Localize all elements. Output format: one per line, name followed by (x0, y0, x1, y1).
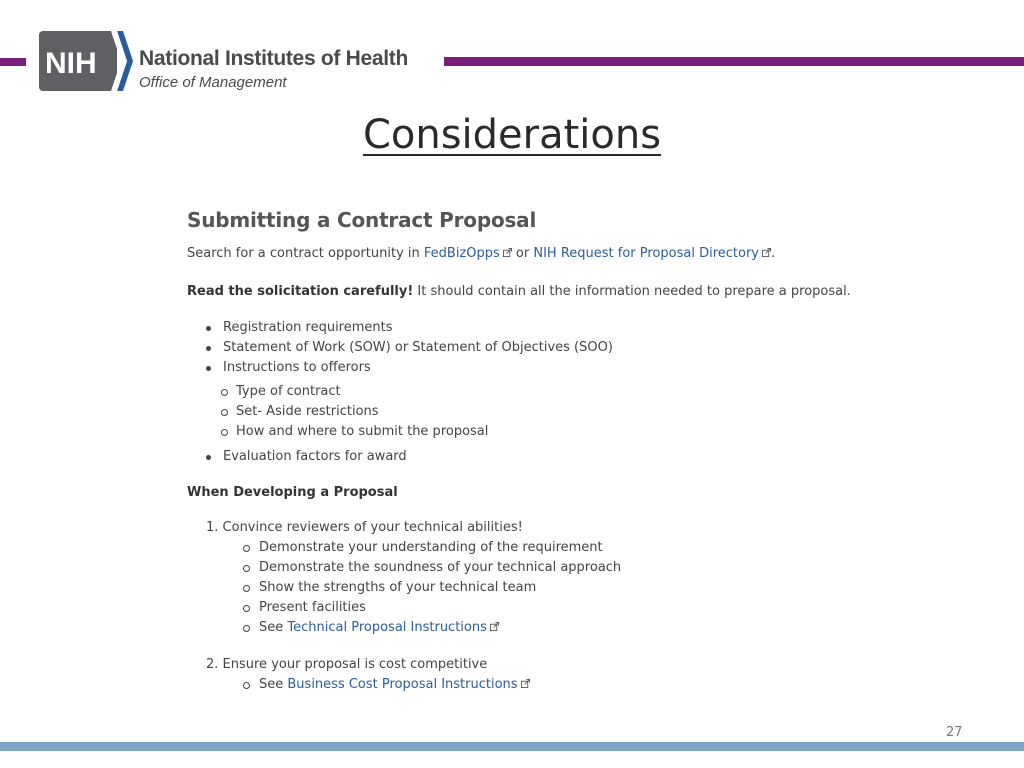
list-item: Show the strengths of your technical team (187, 578, 867, 598)
external-link-icon (762, 248, 771, 257)
business-cost-instructions-link[interactable]: Business Cost Proposal Instructions (287, 677, 529, 692)
developing-heading: When Developing a Proposal (187, 485, 398, 500)
content-panel (187, 208, 867, 695)
rfp-directory-link[interactable]: NIH Request for Proposal Directory (533, 246, 771, 261)
search-paragraph: Search for a contract opportunity in FedBizOpps or NIH Request for Proposal Directory . (187, 246, 776, 261)
external-link-icon (521, 679, 530, 688)
list-item: Set- Aside restrictions (187, 402, 867, 422)
fedbizopps-link[interactable]: FedBizOpps (424, 246, 512, 261)
list-item: Present facilities (187, 598, 867, 618)
page-number: 27 (946, 725, 963, 740)
list-item: How and where to submit the proposal (187, 422, 867, 442)
numbered-item-2: 2. Ensure your proposal is cost competitive (206, 657, 488, 672)
org-subtitle: Office of Management (139, 74, 287, 91)
numbered-item-1: 1. Convince reviewers of your technical abilities! (206, 520, 523, 535)
cost-competitive-sublist (187, 675, 867, 695)
list-item: See Technical Proposal Instructions (187, 618, 867, 638)
list-item: Instructions to offerors (187, 358, 867, 378)
nih-logo (39, 31, 133, 91)
section-heading: Submitting a Contract Proposal (187, 208, 537, 232)
read-solicitation-paragraph: Read the solicitation carefully! It should contain all the information needed to prepare a proposal. (187, 284, 851, 299)
footer-bar (0, 742, 1024, 751)
evaluation-list (187, 447, 867, 467)
list-item: Registration requirements (187, 318, 867, 338)
list-item: Type of contract (187, 382, 867, 402)
requirements-list (187, 318, 867, 378)
header-accent-line-left (0, 58, 26, 66)
slide-title: Considerations (362, 112, 662, 158)
org-name: National Institutes of Health (139, 47, 408, 70)
list-item: Evaluation factors for award (187, 447, 867, 467)
list-item: See Business Cost Proposal Instructions (187, 675, 867, 695)
list-item: Demonstrate your understanding of the requirement (187, 538, 867, 558)
offeror-instructions-sublist (187, 382, 867, 442)
technical-instructions-link[interactable]: Technical Proposal Instructions (287, 620, 499, 635)
header-accent-line-right (444, 57, 1024, 66)
external-link-icon (503, 248, 512, 257)
list-item: Demonstrate the soundness of your technical approach (187, 558, 867, 578)
logo-text: NIH (45, 47, 97, 80)
technical-abilities-sublist (187, 538, 867, 638)
external-link-icon (490, 622, 499, 631)
list-item: Statement of Work (SOW) or Statement of Objectives (SOO) (187, 338, 867, 358)
